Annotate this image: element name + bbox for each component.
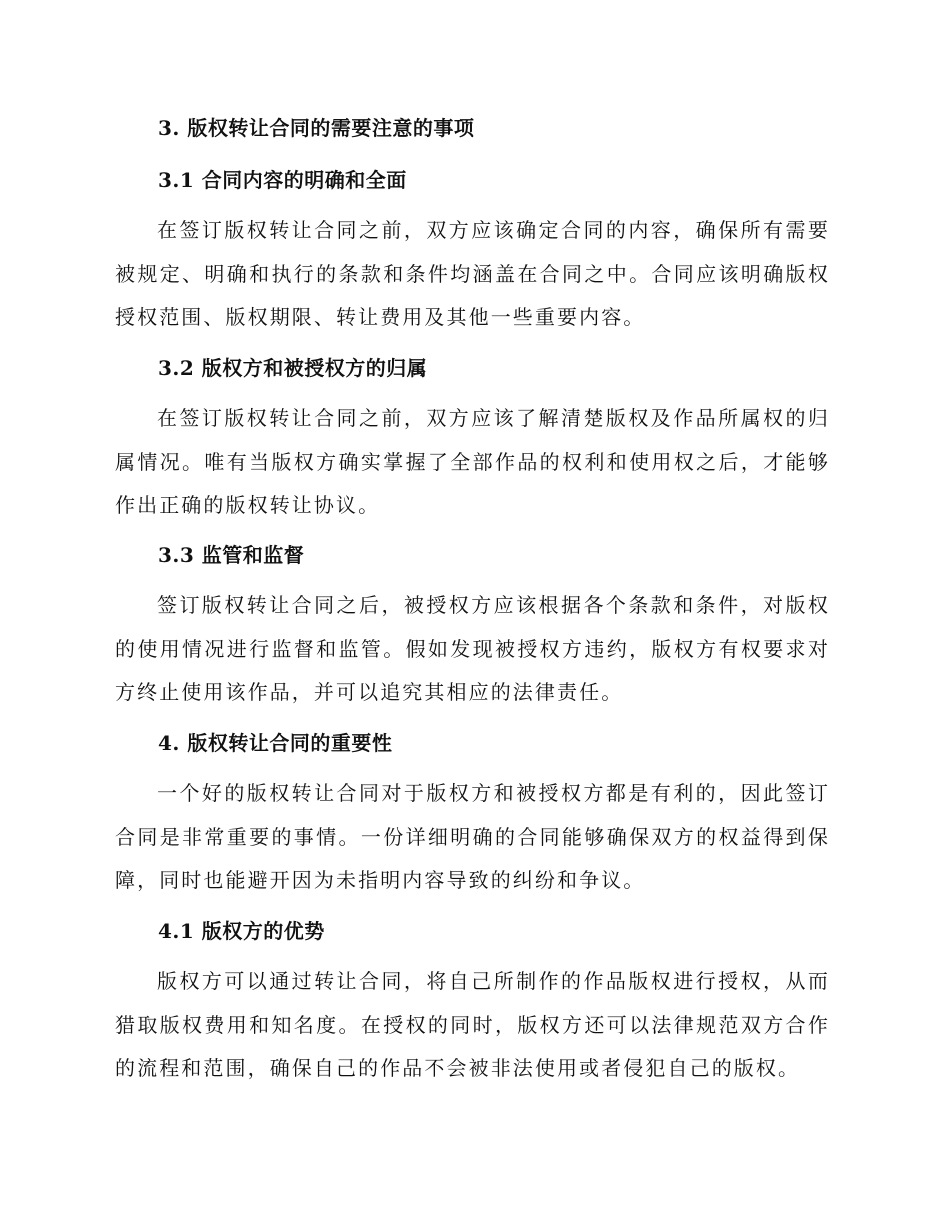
section-3-2-heading: 3.2 版权方和被授权方的归属 bbox=[158, 356, 428, 380]
section-3-heading: 3. 版权转让合同的需要注意的事项 bbox=[158, 116, 475, 140]
section-4-1-paragraph: 版权方可以通过转让合同，将自己所制作的作品版权进行授权，从而猎取版权费用和知名度。在授权的同时，版权方还可以法律规范双方合作的流程和范围，确保自己的作品不会被非法使用或者侵犯自己的版权。 bbox=[115, 969, 830, 1080]
section-4-1-heading: 4.1 版权方的优势 bbox=[158, 919, 325, 943]
section-3-2-paragraph: 在签订版权转让合同之前，双方应该了解清楚版权及作品所属权的归属情况。唯有当版权方确实掌握了全部作品的权利和使用权之后，才能够作出正确的版权转让协议。 bbox=[115, 406, 830, 517]
section-3-3-paragraph: 签订版权转让合同之后，被授权方应该根据各个条款和条件，对版权的使用情况进行监督和监管。假如发现被授权方违约，版权方有权要求对方终止使用该作品，并可以追究其相应的法律责任。 bbox=[115, 593, 830, 704]
section-4-paragraph: 一个好的版权转让合同对于版权方和被授权方都是有利的，因此签订合同是非常重要的事情。一份详细明确的合同能够确保双方的权益得到保障，同时也能避开因为未指明内容导致的纠纷和争议。 bbox=[115, 781, 830, 892]
section-3-1-paragraph: 在签订版权转让合同之前，双方应该确定合同的内容，确保所有需要被规定、明确和执行的条款和条件均涵盖在合同之中。合同应该明确版权授权范围、版权期限、转让费用及其他一些重要内容。 bbox=[115, 218, 830, 329]
section-3-1-heading: 3.1 合同内容的明确和全面 bbox=[158, 168, 407, 192]
section-3-3-heading: 3.3 监管和监督 bbox=[158, 543, 305, 567]
section-4-heading: 4. 版权转让合同的重要性 bbox=[158, 731, 393, 755]
